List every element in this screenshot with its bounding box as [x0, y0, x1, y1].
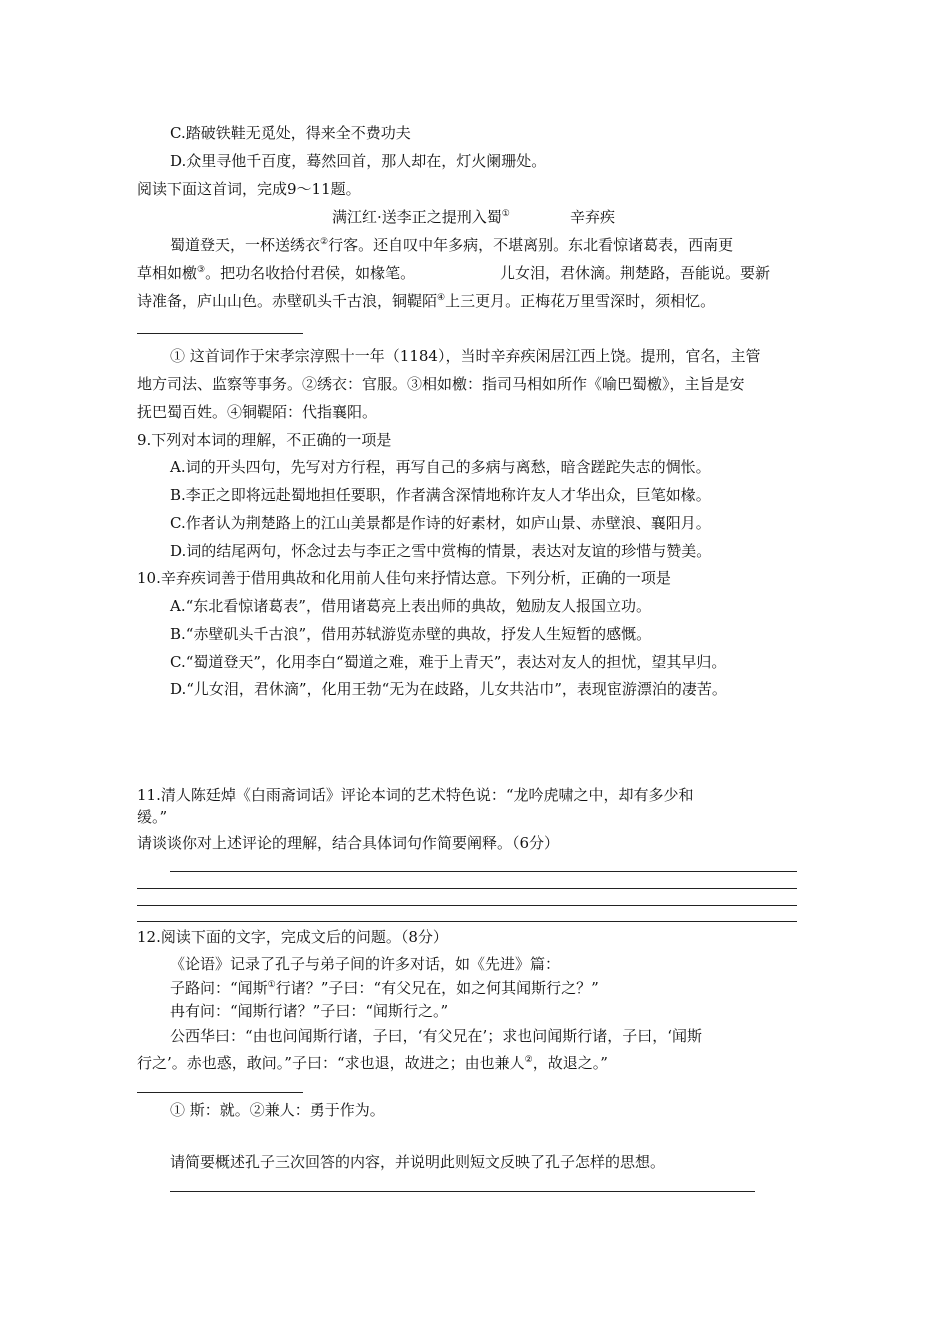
- question-10-option-b: B.“赤壁矶头千古浪”，借用苏轼游览赤壁的典故，抒发人生短暂的感慨。: [170, 625, 652, 643]
- option-d: D.众里寻他千百度，蓦然回首，那人却在，灯火阑珊处。: [170, 152, 547, 170]
- poem-text: 草相如檄: [137, 264, 198, 282]
- poem-text: 诗准备，庐山山色。赤壁矶头千古浪，铜鞮陌: [137, 292, 438, 310]
- question-10-option-a: A.“东北看惊诸葛表”，借用诸葛亮上表出师的典故，勉励友人报国立功。: [170, 597, 651, 615]
- question-12-stem: 12.阅读下面的文字，完成文后的问题。（8分）: [137, 928, 448, 946]
- passage-text: 行诸？”子曰：“有父兄在，如之何其闻斯行之？”: [275, 979, 599, 997]
- option-c: C.踏破铁鞋无觅处，得来全不费功夫: [170, 124, 411, 142]
- question-10-stem: 10.辛弃疾词善于借用典故和化用前人佳句来抒情达意。下列分析，正确的一项是: [137, 569, 671, 587]
- question-12-passage-2: [170, 977, 599, 999]
- question-9-option-a: A.词的开头四句，先写对方行程，再写自己的多病与离愁，暗含蹉跎失志的惆怅。: [170, 458, 711, 476]
- answer-line[interactable]: [170, 1191, 755, 1192]
- poem-title-text: 满江红·送李正之提刑入蜀: [332, 208, 502, 226]
- answer-line[interactable]: [170, 871, 797, 872]
- question-9-option-c: C.作者认为荆楚路上的江山美景都是作诗的好素材，如庐山景、赤壁浪、襄阳月。: [170, 514, 711, 532]
- poem-text: 上三更月。正梅花万里雪深时，须相忆。: [445, 292, 716, 310]
- question-10-option-c: C.“蜀道登天”，化用李白“蜀道之难，难于上青天”，表达对友人的担忧，望其早归。: [170, 653, 727, 671]
- answer-line[interactable]: [137, 888, 797, 889]
- poem-line-3: [137, 290, 715, 312]
- poem-text: 蜀道登天，一杯送绣衣: [170, 236, 321, 254]
- poem-line-1: [170, 234, 733, 256]
- footnote-mark: ①: [267, 980, 276, 990]
- footnote-mark: ②: [320, 237, 329, 247]
- question-12-footnote: ① 斯：就。②兼人：勇于作为。: [170, 1101, 385, 1119]
- question-10-option-d: D.“儿女泪，君休滴”，化用王勃“无为在歧路，儿女共沾巾”，表现宦游漂泊的凄苦。: [170, 680, 727, 698]
- poem-line-2b: 儿女泪，君休滴。荆楚路，吾能说。要新: [500, 264, 771, 282]
- footnote-mark: ③: [197, 265, 206, 275]
- question-12-passage-5: [137, 1052, 608, 1074]
- poem-title: [332, 206, 510, 228]
- poem-text: 。把功名收拾付君侯，如椽笔。: [205, 264, 416, 282]
- poem-intro: 阅读下面这首词，完成9～11题。: [137, 180, 361, 198]
- footnote-divider: [137, 1092, 303, 1093]
- question-11-line-3: 请谈谈你对上述评论的理解，结合具体词句作简要阐释。（6分）: [137, 834, 560, 852]
- question-12-passage-4: 公西华曰：“由也问闻斯行诸，子曰，‘有父兄在’；求也问闻斯行诸，子曰，‘闻斯: [170, 1027, 702, 1045]
- answer-line[interactable]: [137, 921, 797, 922]
- footnote-line-2: 地方司法、监察等事务。②绣衣：官服。③相如檄：指司马相如所作《喻巴蜀檄》，主旨是安: [137, 375, 745, 393]
- question-9-stem: 9.下列对本词的理解，不正确的一项是: [137, 431, 392, 449]
- question-12-prompt: 请简要概述孔子三次回答的内容，并说明此则短文反映了孔子怎样的思想。: [170, 1153, 666, 1171]
- footnote-line-3: 抚巴蜀百姓。④铜鞮陌：代指襄阳。: [137, 403, 378, 421]
- question-12-passage-3: 冉有问：“闻斯行诸？”子曰：“闻斯行之。”: [170, 1002, 449, 1020]
- footnote-line-1: ① 这首词作于宋孝宗淳熙十一年（1184），当时辛弃疾闲居江西上饶。提刑，官名，主管: [170, 347, 761, 365]
- footnote-divider: [137, 333, 303, 334]
- footnote-mark: ④: [437, 293, 446, 303]
- footnote-mark: ②: [524, 1055, 533, 1065]
- question-9-option-b: B.李正之即将远赴蜀地担任要职，作者满含深情地称许友人才华出众，巨笔如椽。: [170, 486, 711, 504]
- question-11-line-1: 11.清人陈廷焯《白雨斋词话》评论本词的艺术特色说：“龙吟虎啸之中，却有多少和: [137, 786, 694, 804]
- passage-text: 行之’。赤也惑，敢问。”子曰：“求也退，故进之；由也兼人: [137, 1054, 525, 1072]
- poem-line-2: [137, 262, 415, 284]
- poem-author: 辛弃疾: [570, 208, 616, 226]
- question-12-passage-1: 《论语》记录了孔子与弟子间的许多对话，如《先进》篇：: [170, 955, 561, 973]
- question-9-option-d: D.词的结尾两句，怀念过去与李正之雪中赏梅的情景，表达对友谊的珍惜与赞美。: [170, 542, 712, 560]
- answer-line[interactable]: [137, 905, 797, 906]
- question-11-line-2: 缓。”: [137, 808, 168, 826]
- passage-text: ，故退之。”: [532, 1054, 608, 1072]
- footnote-mark: ①: [501, 209, 510, 219]
- poem-text: 行客。还自叹中年多病，不堪离别。东北看惊诸葛表，西南更: [328, 236, 734, 254]
- passage-text: 子路问：“闻斯: [170, 979, 268, 997]
